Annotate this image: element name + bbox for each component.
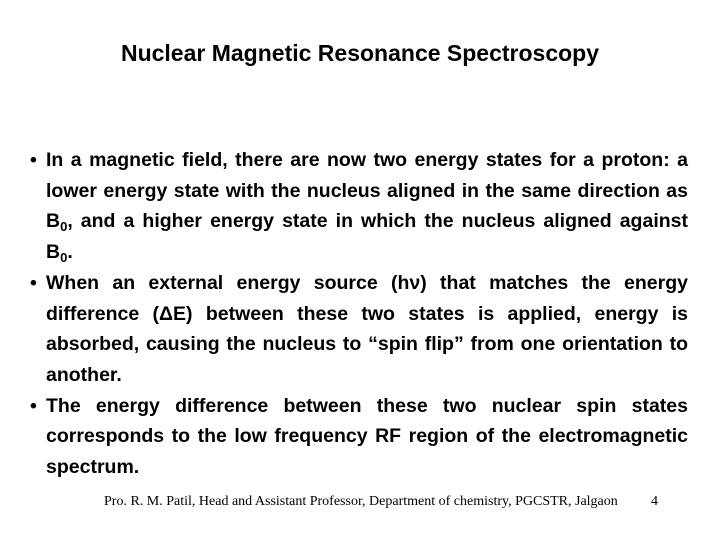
bullet-icon: • [30,149,37,171]
slide-title: Nuclear Magnetic Resonance Spectroscopy [120,40,600,66]
bullet-text: , and a higher energy state in which the nucleus aligned against B [46,210,688,264]
bullet-text: When an external energy source (h [46,271,410,294]
bullet-item [30,268,688,391]
nu-symbol: ν [409,271,421,294]
bullet-text: In a magnetic field, there are now two energy states for a proton: a lower energy state with the nucleus aligned in the same direction as B [46,149,688,233]
bullet-text: E) between these two states is applied, energy is absorbed, causing the nucleus to “spin flip” from one orientation to another. [46,302,689,386]
delta-symbol: Δ [159,302,174,325]
bullet-text: ) that matches the energy difference ( [46,271,688,325]
subscript: 0 [60,250,68,266]
bullet-text: . [67,241,73,264]
page-number: 4 [651,494,658,509]
bullet-item [30,391,688,483]
bullet-icon: • [30,394,37,417]
bullet-icon: • [30,271,37,294]
bullet-item [30,145,688,268]
bullet-text: The energy difference between these two nuclear spin states corresponds to the low frequency RF region of the electromagnetic spectrum. [46,394,688,479]
slide-footer: Pro. R. M. Patil, Head and Assistant Professor, Department of chemistry, PGCSTR, Jalgaon [104,494,618,509]
bullet-list [30,145,688,483]
subscript: 0 [60,219,68,235]
